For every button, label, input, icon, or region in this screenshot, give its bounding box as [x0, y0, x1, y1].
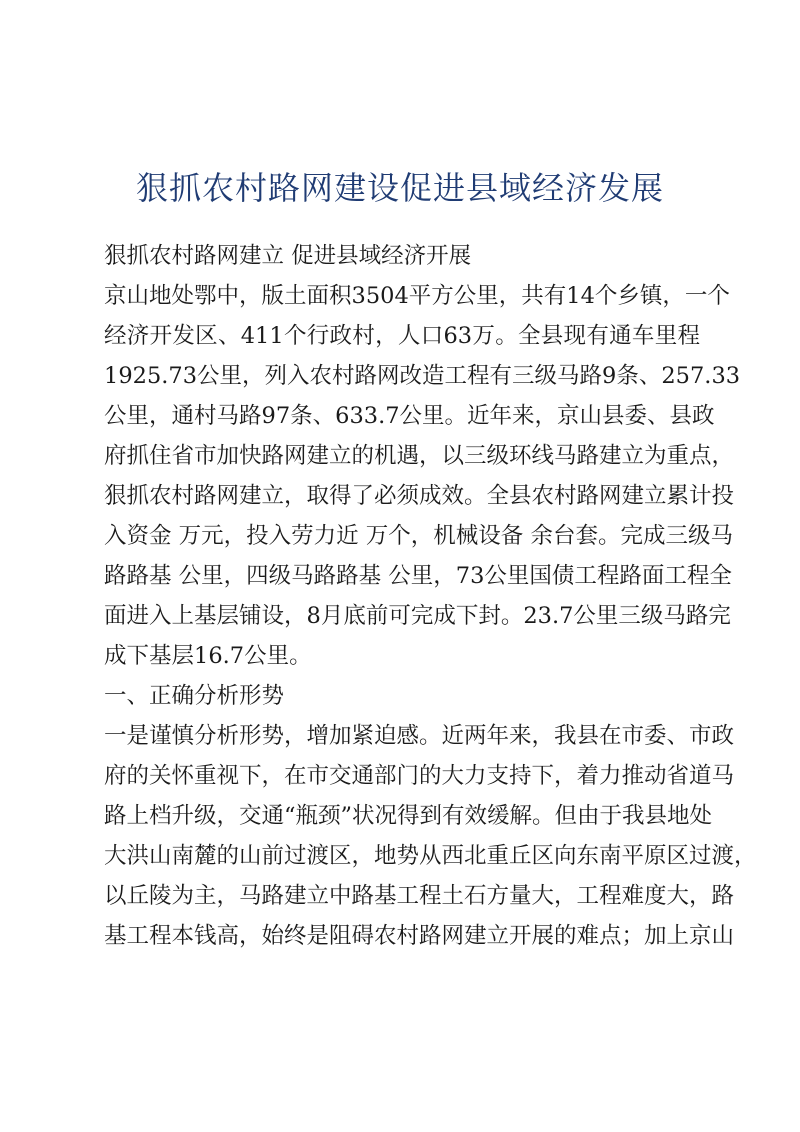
paragraph-line: 路路基 公里，四级马路路基 公里，73公里国债工程路面工程全: [104, 563, 732, 589]
paragraph-line: 经济开发区、411个行政村，人口63万。全县现有通车里程: [104, 323, 700, 349]
section-heading: 一、正确分析形势: [104, 683, 285, 709]
paragraph-line: 公里，通村马路97条、633.7公里。近年来，京山县委、县政: [104, 403, 715, 429]
paragraph-line: 路上档升级，交通“瓶颈”状况得到有效缓解。但由于我县地处: [104, 803, 713, 829]
paragraph-line: 大洪山南麓的山前过渡区，地势从西北重丘区向东南平原区过渡，: [104, 843, 757, 869]
paragraph-line: 府的关怀重视下，在市交通部门的大力支持下，着力推动省道马: [104, 763, 735, 789]
document-title: 狠抓农村路网建设促进县域经济发展: [135, 169, 664, 207]
paragraph-line: 一是谨慎分析形势，增加紧迫感。近两年来，我县在市委、市政: [104, 723, 735, 749]
paragraph-line: 京山地处鄂中，版土面积3504平方公里，共有14个乡镇，一个: [104, 283, 730, 309]
paragraph-line: 1925.73公里，列入农村路网改造工程有三级马路9条、257.33: [104, 363, 741, 389]
paragraph-line: 成下基层16.7公里。: [104, 643, 312, 669]
document-body: [104, 236, 757, 956]
paragraph-line: 面进入上基层铺设，8月底前可完成下封。23.7公里三级马路完: [104, 603, 731, 629]
paragraph-line: 入资金 万元，投入劳力近 万个，机械设备 余台套。完成三级马: [104, 523, 733, 549]
paragraph-line: 府抓住省市加快路网建立的机遇，以三级环线马路建立为重点，: [104, 443, 735, 469]
paragraph-line: 以丘陵为主，马路建立中路基工程土石方量大，工程难度大，路: [104, 883, 735, 909]
subtitle-line: 狠抓农村路网建立 促进县域经济开展: [104, 243, 472, 269]
paragraph-line: 基工程本钱高，始终是阻碍农村路网建立开展的难点；加上京山: [104, 923, 735, 949]
paragraph-line: 狠抓农村路网建立，取得了必须成效。全县农村路网建立累计投: [104, 483, 735, 509]
